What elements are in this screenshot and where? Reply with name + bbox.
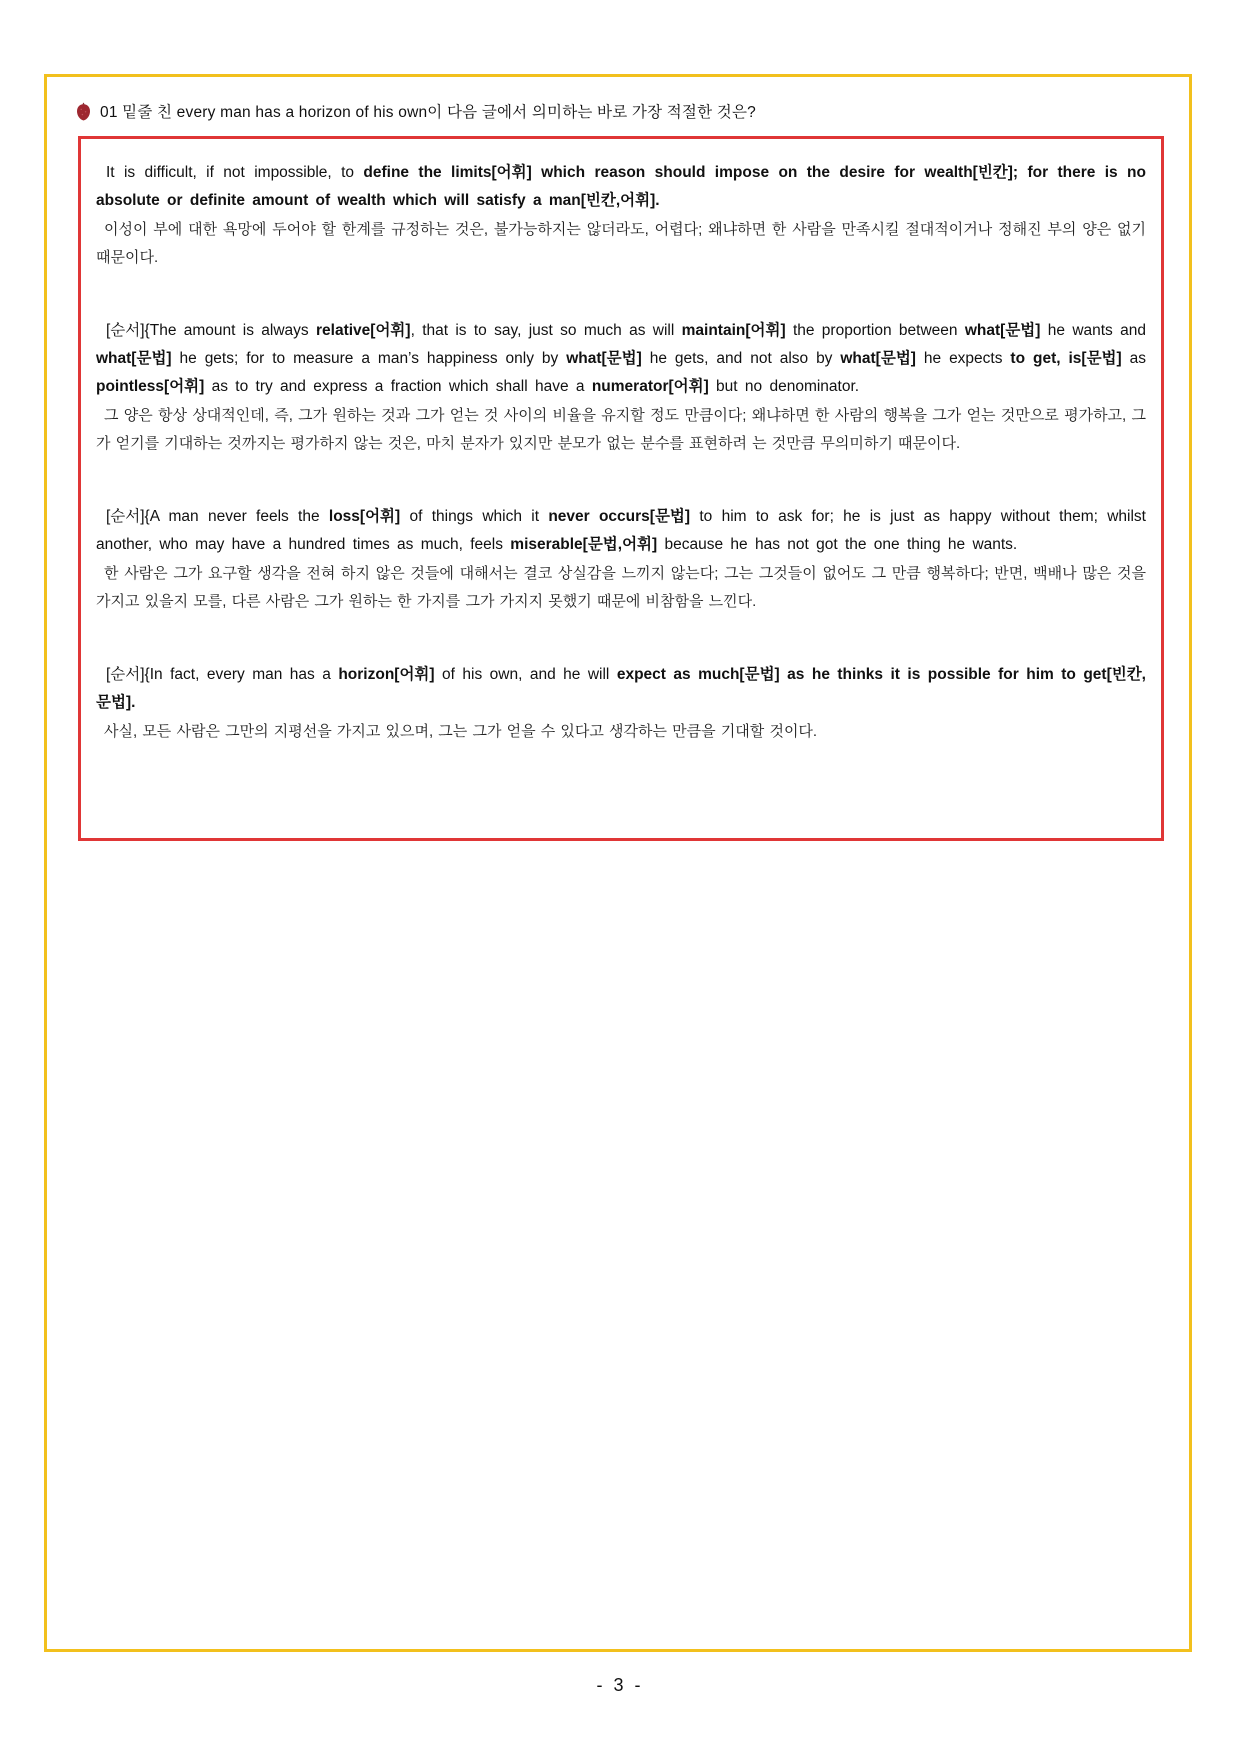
- highlighted-term: what[문법]: [566, 350, 642, 367]
- english-text: [96, 317, 1146, 401]
- highlighted-term: miserable[문법,어휘]: [510, 536, 658, 553]
- korean-translation: 사실, 모든 사람은 그만의 지평선을 가지고 있으며, 그는 그가 얻을 수 있다고 생각하는 만큼을 기대할 것이다.: [104, 723, 818, 740]
- plain-text: [순서]{A man never feels the: [106, 508, 329, 525]
- plain-text: It is difficult, if not impossible, to: [106, 164, 364, 181]
- highlighted-term: maintain[어휘]: [681, 322, 786, 339]
- passage-paragraph: [96, 661, 1146, 746]
- highlighted-term: expect as much[문법] as he thinks it is possible for him to get[빈칸,문법].: [96, 666, 1146, 711]
- english-text: [96, 661, 1146, 717]
- plain-text: but no denominator.: [708, 378, 860, 395]
- plain-text: to him to ask for; he is just as happy without them; whilst another, who may have a hundred times as much, feels: [96, 508, 1146, 553]
- plain-text: of his own, and he will: [434, 666, 617, 683]
- plain-text: [순서]{The amount is always: [106, 322, 316, 339]
- highlighted-term: pointless[어휘]: [96, 378, 205, 395]
- page-number: - 3 -: [596, 1675, 644, 1695]
- english-text: [96, 503, 1146, 559]
- passage-paragraph: [96, 159, 1146, 272]
- english-text: [96, 159, 1146, 215]
- korean-translation: 이성이 부에 대한 욕망에 두어야 할 한계를 규정하는 것은, 불가능하지는 않더라도, 어렵다; 왜냐하면 한 사람을 만족시킬 절대적이거나 정해진 부의 양은 없기 때문이다.: [96, 221, 1146, 266]
- highlighted-term: relative[어휘]: [316, 322, 411, 339]
- plain-text: , that is to say, just so much as will: [410, 322, 682, 339]
- highlighted-term: define the limits[어휘] which reason should impose on the desire for wealth[빈칸]; for there is no absolute or definite amount of wealth which will satisfy a man[빈칸,어휘].: [96, 164, 1146, 209]
- passage-paragraph: [96, 317, 1146, 458]
- highlighted-term: what[문법]: [964, 322, 1041, 339]
- korean-translation: 한 사람은 그가 요구할 생각을 전혀 하지 않은 것들에 대해서는 결코 상실감을 느끼지 않는다; 그는 그것들이 없어도 그 만큼 행복하다; 반면, 백배나 많은 것을 가지고 있을지 모를, 다른 사람은 그가 원하는 한 가지를 그가 가지지 못했기 때문에 비참함을 느낀다.: [96, 565, 1146, 610]
- highlighted-term: horizon[어휘]: [338, 666, 435, 683]
- passage-box: [78, 136, 1164, 841]
- plain-text: he wants and: [1040, 322, 1146, 339]
- plain-text: of things which it: [400, 508, 549, 525]
- plain-text: as: [1121, 350, 1146, 367]
- highlighted-term: what[문법]: [96, 350, 172, 367]
- plain-text: he gets, and not also by: [641, 350, 841, 367]
- plain-text: the proportion between: [785, 322, 965, 339]
- plain-text: [순서]{In fact, every man has a: [106, 666, 339, 683]
- highlighted-term: never occurs[문법]: [548, 508, 691, 525]
- passage-paragraph: [96, 503, 1146, 616]
- plain-text: as to try and express a fraction which shall have a: [204, 378, 592, 395]
- korean-translation: 그 양은 항상 상대적인데, 즉, 그가 원하는 것과 그가 얻는 것 사이의 비율을 유지할 정도 만큼이다; 왜냐하면 한 사람의 행복을 그가 얻는 것만으로 평가하고, 그가 얻기를 기대하는 것까지는 평가하지 않는 것은, 마치 분자가 있지만 분모가 없는 분수를 표현하려 는 것만큼 무의미하기 때문이다.: [96, 407, 1146, 452]
- highlighted-term: what[문법]: [840, 350, 916, 367]
- strawberry-icon: [76, 102, 91, 121]
- highlighted-term: numerator[어휘]: [591, 378, 709, 395]
- plain-text: because he has not got the one thing he wants.: [657, 536, 1018, 553]
- question-header: [76, 100, 1136, 122]
- highlighted-term: loss[어휘]: [328, 508, 401, 525]
- highlighted-term: to get, is[문법]: [1010, 350, 1122, 367]
- question-label: 01 밑줄 친 every man has a horizon of his own이 다음 글에서 의미하는 바로 가장 적절한 것은?: [100, 104, 756, 121]
- plain-text: he gets; for to measure a man’s happiness only by: [171, 350, 567, 367]
- plain-text: he expects: [915, 350, 1011, 367]
